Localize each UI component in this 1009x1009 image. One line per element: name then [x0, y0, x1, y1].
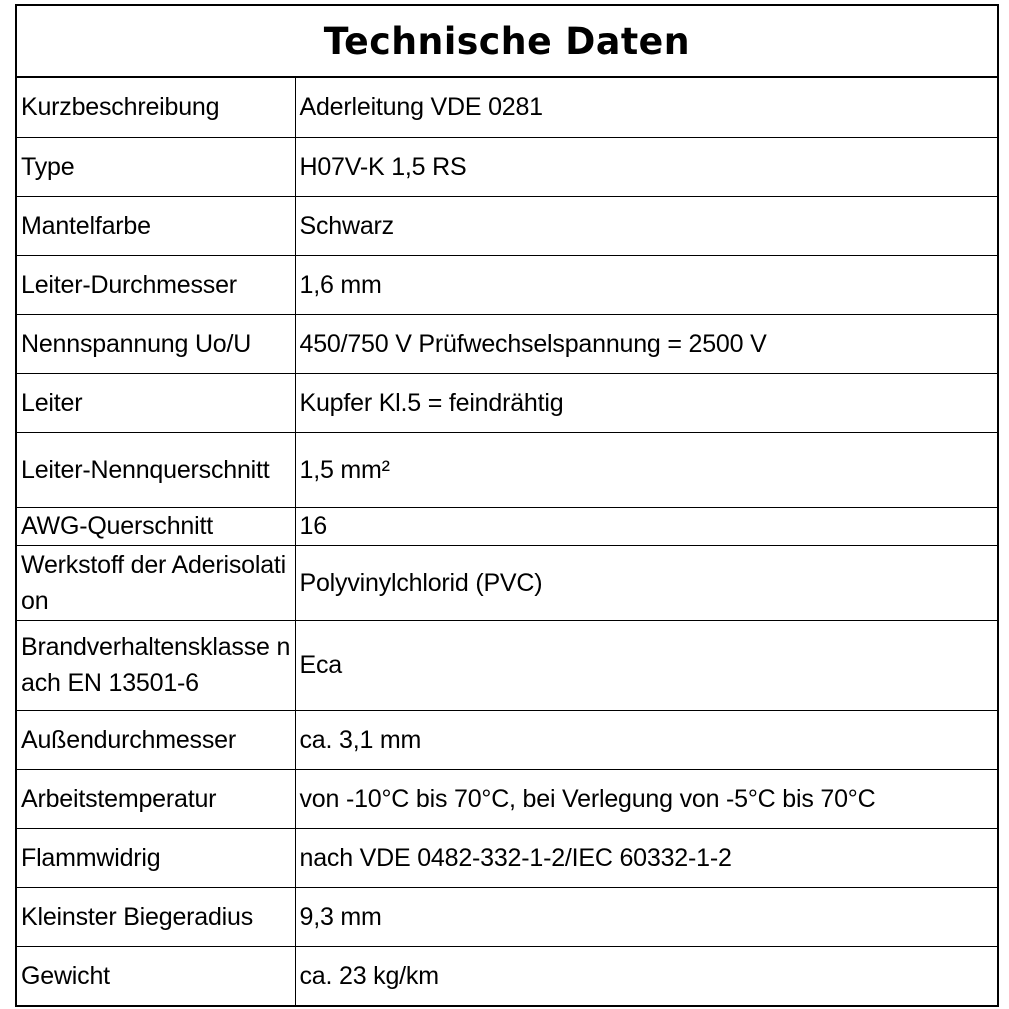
table-row — [17, 196, 997, 255]
table-row — [17, 545, 997, 620]
row-label: Gewicht — [17, 946, 295, 1005]
table-row — [17, 78, 997, 137]
row-value: von -10°C bis 70°C, bei Verlegung von -5°C bis 70°C — [295, 769, 997, 828]
row-label: Nennspannung Uo/U — [17, 314, 295, 373]
row-label: Leiter-Nennquerschnitt — [17, 432, 295, 507]
row-label: Werkstoff der Aderisolation — [17, 545, 295, 620]
table-row — [17, 887, 997, 946]
row-value: 9,3 mm — [295, 887, 997, 946]
row-value: H07V-K 1,5 RS — [295, 137, 997, 196]
row-value: 16 — [295, 507, 997, 545]
title-row — [17, 6, 997, 78]
table-row — [17, 710, 997, 769]
table-row — [17, 373, 997, 432]
row-value: ca. 23 kg/km — [295, 946, 997, 1005]
row-value: Aderleitung VDE 0281 — [295, 78, 997, 137]
table-row — [17, 946, 997, 1005]
row-value: Eca — [295, 620, 997, 710]
table-row — [17, 769, 997, 828]
row-value: ca. 3,1 mm — [295, 710, 997, 769]
row-label: Flammwidrig — [17, 828, 295, 887]
table-row — [17, 432, 997, 507]
table-row — [17, 507, 997, 545]
row-label: Type — [17, 137, 295, 196]
page-title: Technische Daten — [323, 19, 691, 63]
table-row — [17, 828, 997, 887]
row-value: nach VDE 0482-332-1-2/IEC 60332-1-2 — [295, 828, 997, 887]
row-label: Mantelfarbe — [17, 196, 295, 255]
row-label: Leiter — [17, 373, 295, 432]
row-value: Schwarz — [295, 196, 997, 255]
row-value: 1,6 mm — [295, 255, 997, 314]
table-row — [17, 620, 997, 710]
row-label: Kurzbeschreibung — [17, 78, 295, 137]
row-label: Leiter-Durchmesser — [17, 255, 295, 314]
table-row — [17, 255, 997, 314]
row-label: AWG-Querschnitt — [17, 507, 295, 545]
row-label: Kleinster Biegeradius — [17, 887, 295, 946]
row-value: Polyvinylchlorid (PVC) — [295, 545, 997, 620]
row-label: Außendurchmesser — [17, 710, 295, 769]
spec-sheet — [15, 4, 999, 1007]
table-row — [17, 137, 997, 196]
row-value: Kupfer Kl.5 = feindrähtig — [295, 373, 997, 432]
table-row — [17, 314, 997, 373]
spec-table — [17, 78, 997, 1005]
row-label: Brandverhaltensklasse nach EN 13501-6 — [17, 620, 295, 710]
row-value: 450/750 V Prüfwechselspannung = 2500 V — [295, 314, 997, 373]
row-label: Arbeitstemperatur — [17, 769, 295, 828]
row-value: 1,5 mm² — [295, 432, 997, 507]
